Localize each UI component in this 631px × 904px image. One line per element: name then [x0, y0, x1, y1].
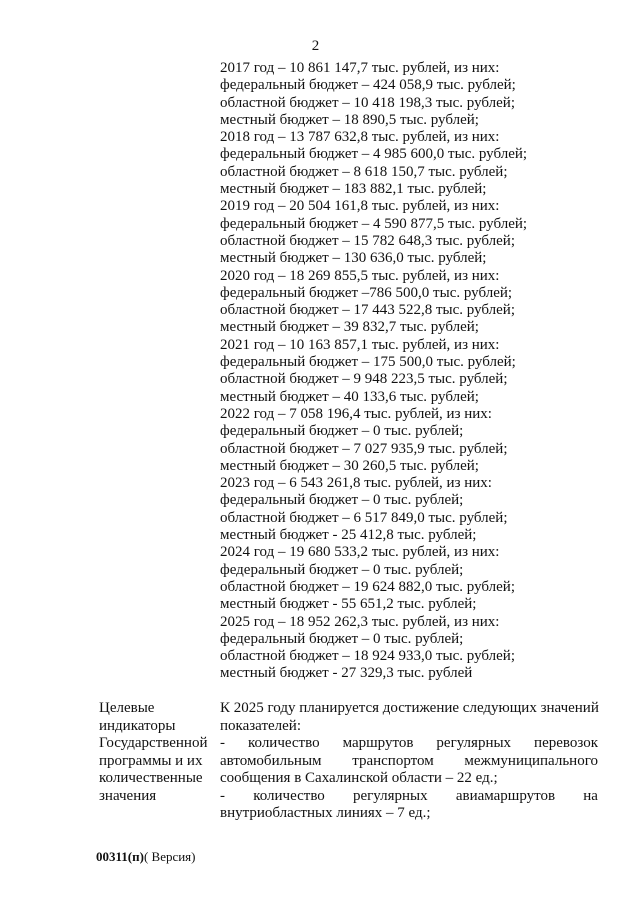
budget-line: 2025 год – 18 952 262,3 тыс. рублей, из них:	[220, 613, 500, 630]
indicator-item-1-line-2	[220, 753, 598, 771]
budget-line: 2021 год – 10 163 857,1 тыс. рублей, из них:	[220, 336, 500, 353]
label-line: индикаторы	[99, 717, 176, 734]
budget-line: федеральный бюджет – 0 тыс. рублей;	[220, 630, 464, 647]
budget-line: местный бюджет – 130 636,0 тыс. рублей;	[220, 250, 487, 267]
budget-line: областной бюджет – 9 948 223,5 тыс. рублей;	[220, 371, 508, 388]
budget-line: федеральный бюджет – 424 058,9 тыс. рублей;	[220, 77, 516, 94]
budget-line: 2020 год – 18 269 855,5 тыс. рублей, из них:	[220, 267, 500, 284]
budget-line: федеральный бюджет – 0 тыс. рублей;	[220, 492, 464, 509]
budget-line: федеральный бюджет – 4 985 600,0 тыс. рублей;	[220, 146, 528, 163]
budget-line: местный бюджет – 39 832,7 тыс. рублей;	[220, 319, 479, 336]
budget-line: областной бюджет – 19 624 882,0 тыс. рублей;	[220, 578, 515, 595]
label-line: программы и их	[99, 752, 203, 769]
budget-line: 2018 год – 13 787 632,8 тыс. рублей, из них:	[220, 129, 500, 146]
budget-line: областной бюджет – 10 418 198,3 тыс. рублей;	[220, 94, 515, 111]
list-dash: -	[220, 735, 225, 751]
indicator-item-1-line-1	[220, 735, 598, 753]
word: регулярных	[352, 787, 428, 804]
budget-line: федеральный бюджет – 4 590 877,5 тыс. рублей;	[220, 215, 528, 232]
indicator-item-2-line-2: внутриобластных линиях – 7 ед.;	[220, 805, 431, 821]
list-dash: -	[220, 787, 225, 804]
label-line: Государственной	[99, 735, 208, 751]
indicators-row-label	[99, 700, 214, 805]
budget-line: местный бюджет – 183 882,1 тыс. рублей;	[220, 181, 487, 198]
budget-line: местный бюджет - 25 412,8 тыс. рублей;	[220, 527, 477, 544]
budget-line: областной бюджет – 8 618 150,7 тыс. рублей;	[220, 163, 508, 180]
document-code: 00311(п)	[96, 849, 144, 864]
budget-line: областной бюджет – 18 924 933,0 тыс. рублей;	[220, 648, 515, 665]
word: на	[583, 787, 598, 804]
budget-line: местный бюджет - 55 651,2 тыс. рублей;	[220, 596, 477, 613]
word: транспортом	[352, 752, 434, 769]
label-line: количественные	[99, 770, 203, 786]
budget-line: областной бюджет – 17 443 522,8 тыс. рублей;	[220, 302, 515, 319]
word: количество	[253, 787, 325, 804]
document-footer	[96, 848, 196, 866]
word: авиамаршрутов	[455, 787, 556, 804]
budget-line: 2019 год – 20 504 161,8 тыс. рублей, из них:	[220, 198, 500, 215]
budget-line: федеральный бюджет – 175 500,0 тыс. рублей;	[220, 354, 516, 371]
intro-line: К 2025 году планируется достижение следующих значений	[220, 700, 599, 716]
intro-line: показателей:	[220, 717, 301, 734]
budget-line: 2024 год – 19 680 533,2 тыс. рублей, из них:	[220, 544, 500, 561]
budget-financing-list	[220, 60, 615, 683]
indicator-item-2-line-1	[220, 788, 598, 806]
page-number: 2	[311, 38, 320, 54]
budget-line: 2017 год – 10 861 147,7 тыс. рублей, из них:	[220, 60, 500, 76]
budget-line: федеральный бюджет – 0 тыс. рублей;	[220, 561, 464, 578]
word: перевозок	[534, 735, 598, 751]
label-line: значения	[99, 787, 157, 804]
indicator-item-1-line-3: сообщения в Сахалинской области – 22 ед.;	[220, 770, 498, 786]
budget-line: федеральный бюджет – 0 тыс. рублей;	[220, 423, 464, 440]
budget-line: областной бюджет – 6 517 849,0 тыс. рублей;	[220, 509, 508, 526]
indicators-row-content	[220, 700, 598, 823]
document-version: ( Версия)	[143, 849, 196, 864]
budget-line: областной бюджет – 7 027 935,9 тыс. рублей;	[220, 440, 508, 457]
budget-line: 2022 год – 7 058 196,4 тыс. рублей, из них:	[220, 405, 492, 422]
word: межмуниципального	[464, 752, 598, 769]
budget-line: местный бюджет – 18 890,5 тыс. рублей;	[220, 111, 479, 128]
budget-line: 2023 год – 6 543 261,8 тыс. рублей, из них:	[220, 475, 492, 492]
budget-line: федеральный бюджет –786 500,0 тыс. рублей;	[220, 284, 513, 301]
label-line: Целевые	[99, 700, 155, 716]
budget-line: местный бюджет – 40 133,6 тыс. рублей;	[220, 388, 479, 405]
budget-line: областной бюджет – 15 782 648,3 тыс. рублей;	[220, 232, 515, 249]
word: количество	[247, 735, 320, 751]
budget-line: местный бюджет – 30 260,5 тыс. рублей;	[220, 457, 479, 474]
budget-line: местный бюджет - 27 329,3 тыс. рублей	[220, 665, 473, 682]
word: автомобильным	[220, 752, 322, 769]
word: регулярных	[436, 735, 512, 751]
word: маршрутов	[342, 735, 414, 751]
